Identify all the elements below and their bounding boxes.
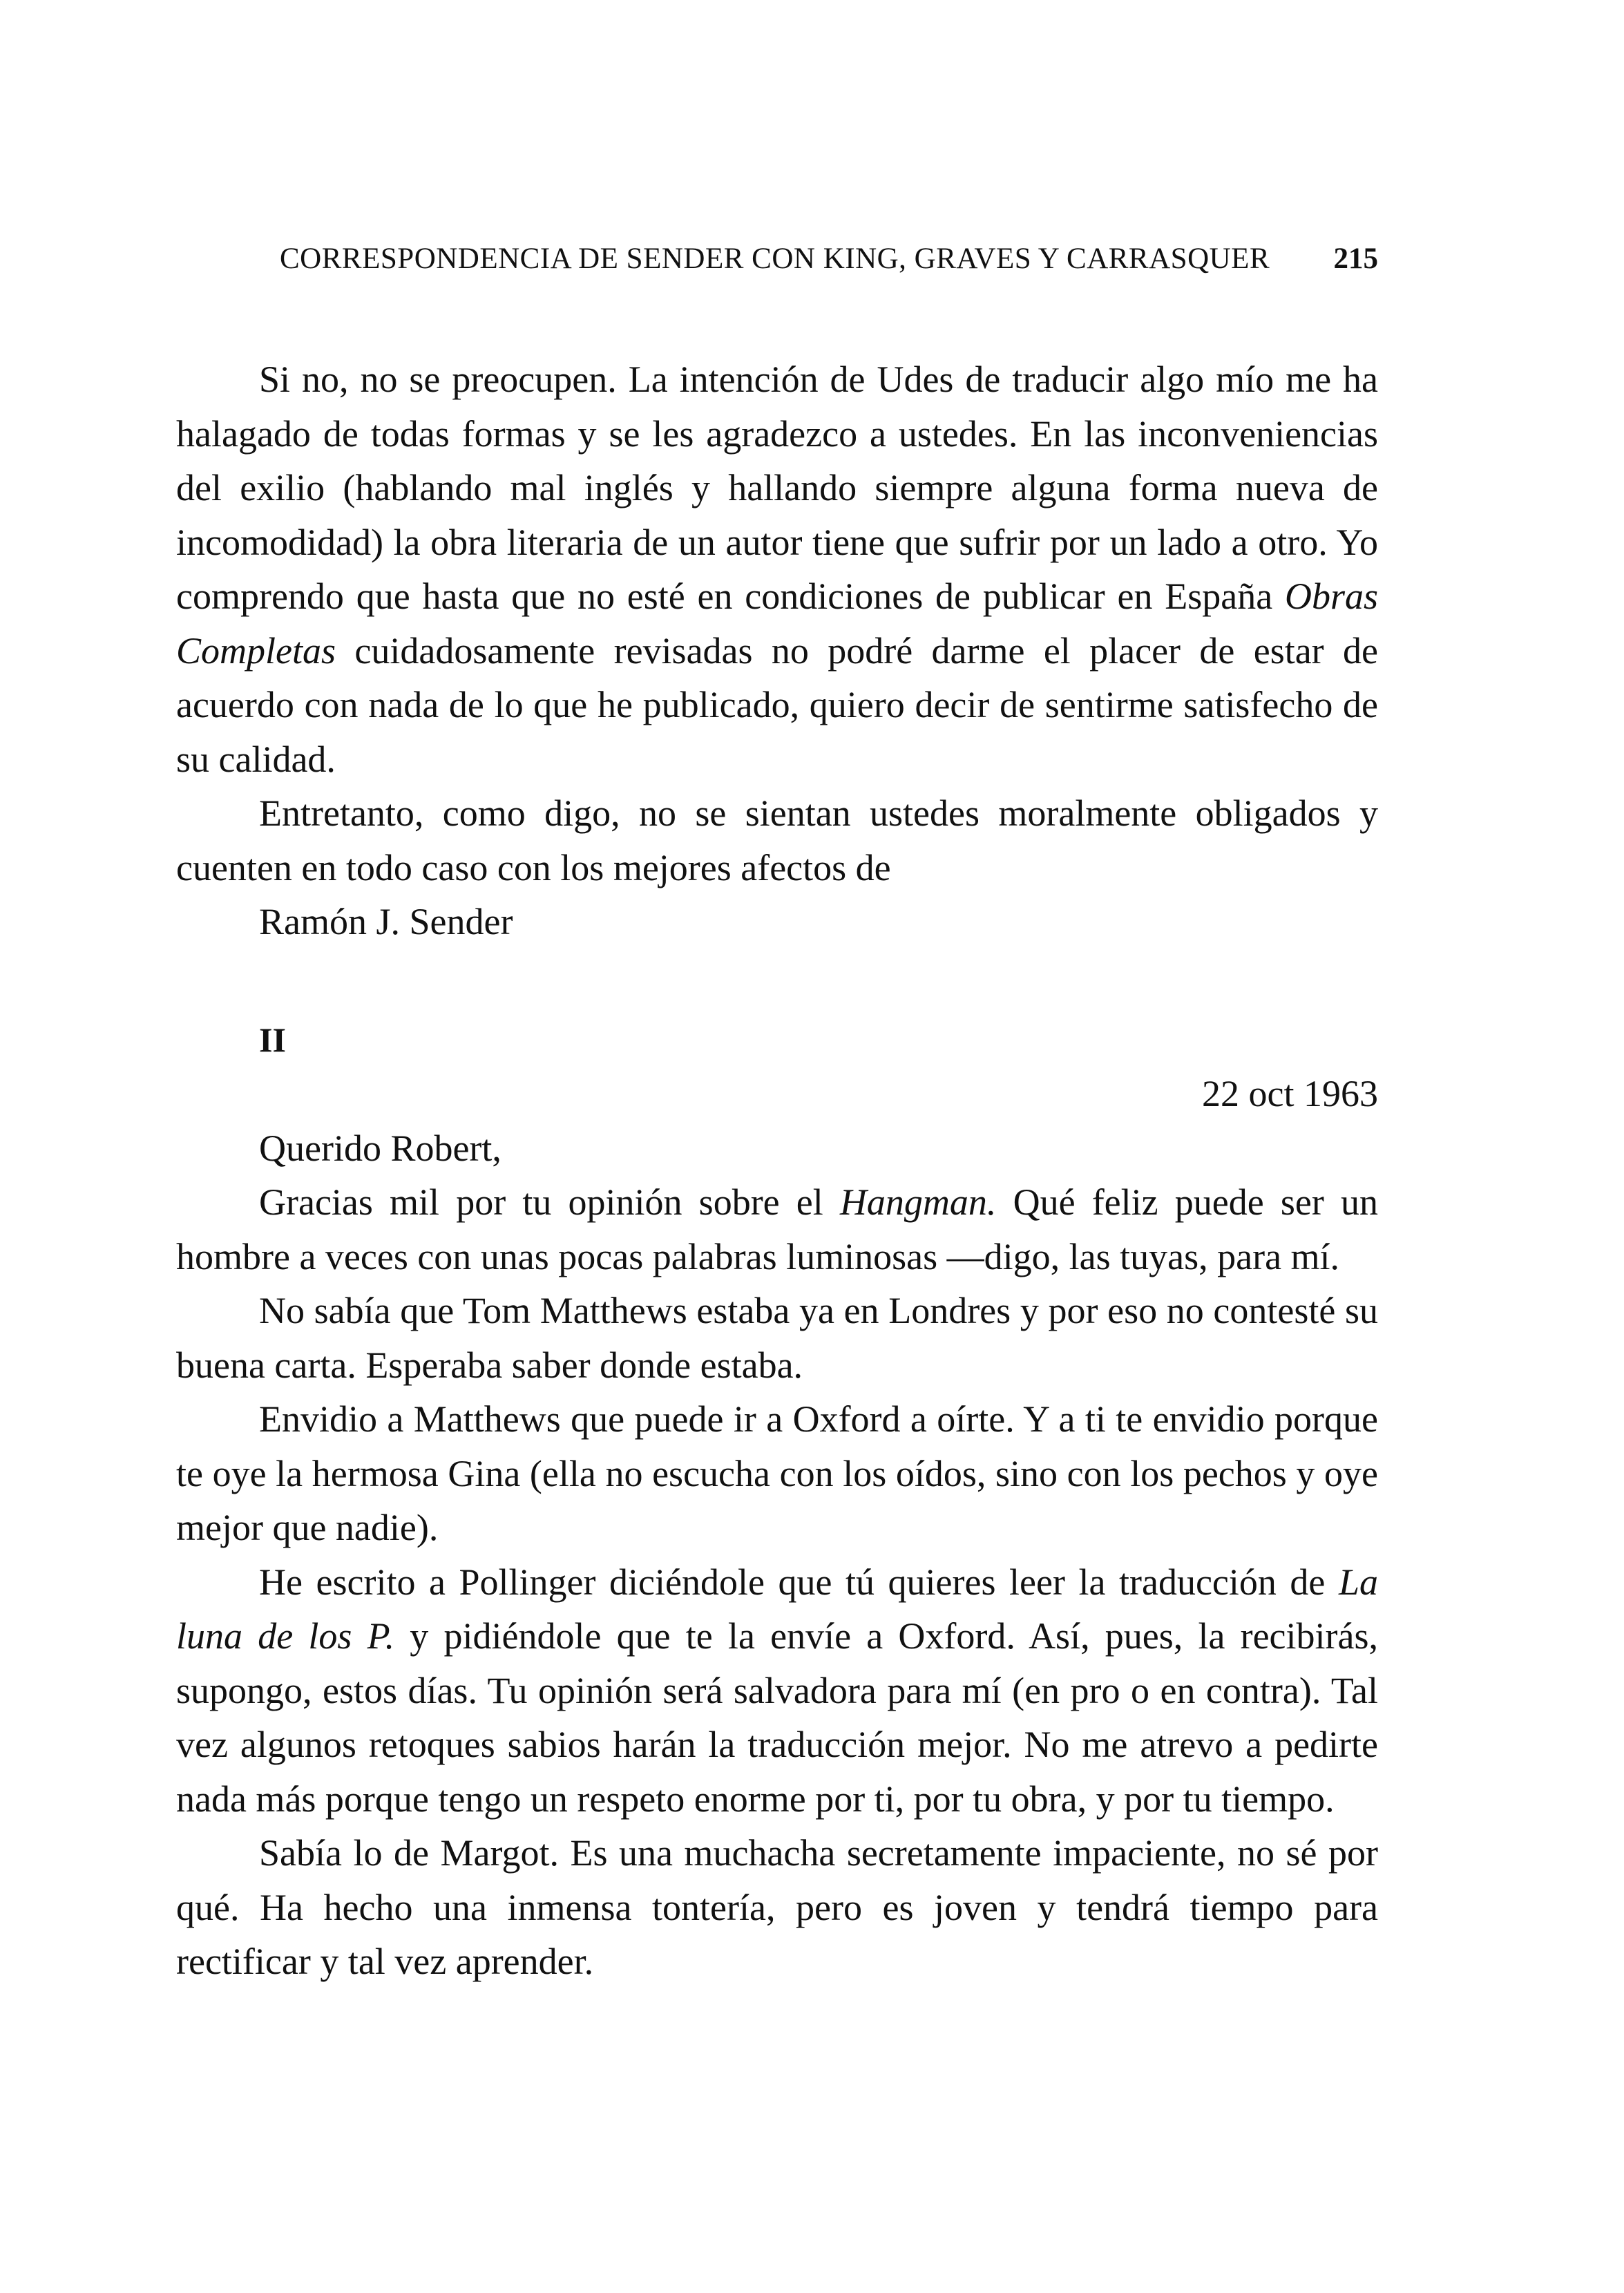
letter-two-book-title-luna: La luna de los P. <box>176 1561 1378 1657</box>
letter-one-book-title: Obras Completas <box>176 575 1378 672</box>
letter-one-paragraph-1-text-b: cuidadosamente revisadas no podré darme el placer de estar de acuerdo con nada de lo que he publicado, quiero decir de sentirme satisfecho de su calidad. <box>176 629 1378 780</box>
letter-one-paragraph-2: Entretanto, como digo, no se sientan ustedes moralmente obligados y cuenten en todo caso con los mejores afectos de <box>176 792 1378 888</box>
letter-two-book-title-hangman: Hangman. <box>839 1181 997 1223</box>
letter-date: 22 oct 1963 <box>1202 1073 1378 1114</box>
letter-two-paragraph-4-text-a: He escrito a Pollinger diciéndole que tú quieres leer la traducción de <box>259 1561 1339 1603</box>
running-head <box>280 238 1378 280</box>
letter-two-paragraph-5: Sabía lo de Margot. Es una muchacha secretamente impaciente, no sé por qué. Ha hecho una inmensa tontería, pero es joven y tendrá tiempo para rectificar y tal vez aprender. <box>176 1832 1378 1982</box>
letter-two-paragraph-1 <box>176 1175 1378 1284</box>
letter-two-paragraph-2: No sabía que Tom Matthews estaba ya en Londres y por eso no contesté su buena carta. Esperaba saber donde estaba. <box>176 1290 1378 1386</box>
letter-two-paragraph-3: Envidio a Matthews que puede ir a Oxford a oírte. Y a ti te envidio porque te oye la hermosa Gina (ella no escucha con los oídos, sino con los pechos y oye mejor que nadie). <box>176 1398 1378 1548</box>
letter-salutation: Querido Robert, <box>259 1127 501 1169</box>
letter-one-paragraph-1 <box>176 352 1378 786</box>
page-number: 215 <box>1333 242 1378 275</box>
section-number: II <box>259 1020 286 1059</box>
letter-two-paragraph-1-text-a: Gracias mil por tu opinión sobre el <box>259 1181 840 1223</box>
letter-two-paragraph-4 <box>176 1555 1378 1827</box>
letter-two-paragraph-1-text-b: Qué feliz puede ser un hombre a veces con unas pocas palabras luminosas —digo, las tuyas, para mí. <box>176 1181 1378 1277</box>
running-head-title: CORRESPONDENCIA DE SENDER CON KING, GRAVES Y CARRASQUER <box>280 242 1270 275</box>
letter-one-paragraph-1-text-a: Si no, no se preocupen. La intención de Udes de traducir algo mío me ha halagado de todas formas y se les agradezco a ustedes. En las inconveniencias del exilio (hablando mal inglés y hallando siempre alguna forma nueva de incomodidad) la obra literaria de un autor tiene que sufrir por un lado a otro. Yo comprendo que hasta que no esté en condiciones de publicar en España <box>176 359 1378 617</box>
letter-one-signature: Ramón J. Sender <box>259 901 513 942</box>
letter-two-paragraph-4-text-b: y pidiéndole que te la envíe a Oxford. Así, pues, la recibirás, supongo, estos días. Tu opinión será salvadora para mí (en pro o en contra). Tal vez algunos retoques sabios harán la traducción mejor. No me atrevo a pedirte nada más porque tengo un respeto enorme por ti, por tu obra, y por tu tiempo. <box>176 1615 1378 1820</box>
body-text <box>176 352 1378 1989</box>
